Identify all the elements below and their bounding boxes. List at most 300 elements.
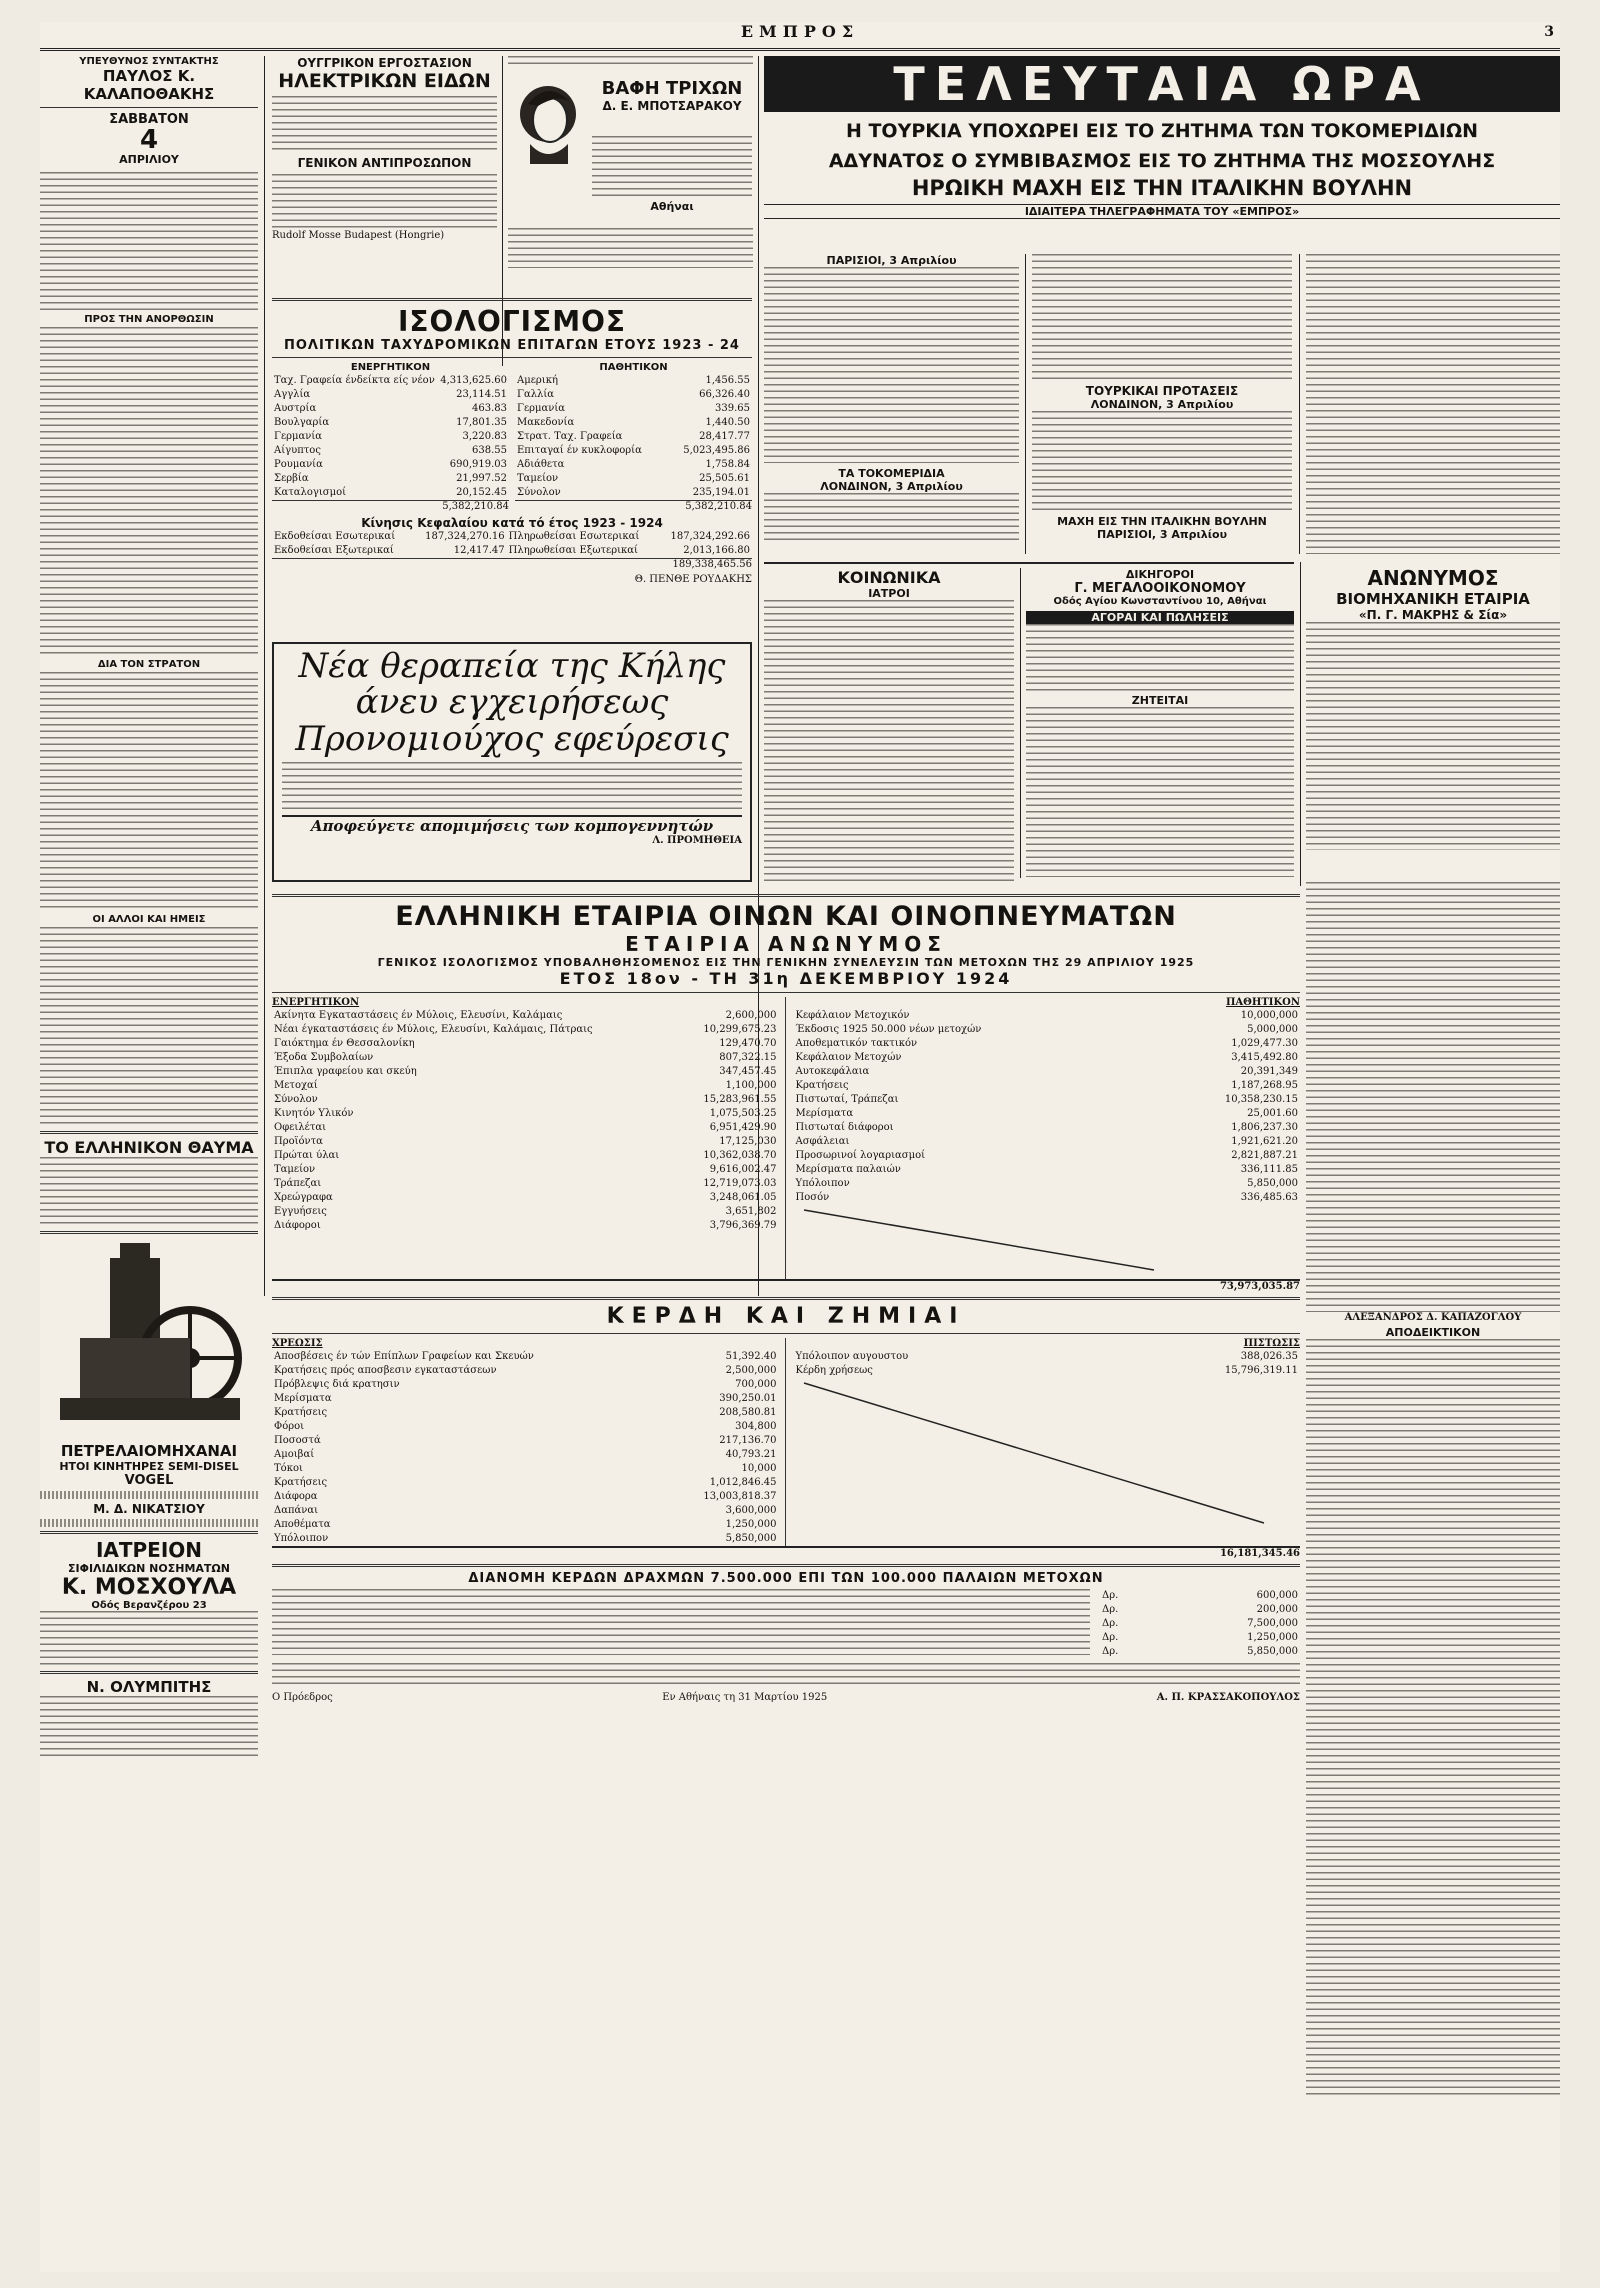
label-cell: Αυτοκεφάλαια: [795, 1066, 870, 1077]
amount-cell: 1,758.84: [705, 459, 750, 470]
wine-assets-heading: ΕΝΕΡΓΗΤΙΚΟΝ: [272, 997, 360, 1008]
table-row: [272, 544, 752, 558]
wine-date: Εν Αθήναις τη 31 Μαρτίου 1925: [662, 1692, 828, 1703]
label-cell: Ταμείον: [274, 1164, 316, 1175]
label-cell: Ποσόν: [795, 1192, 830, 1203]
hair-ad-maker: Δ. Ε. ΜΠΟΤΣΑΡΑΚΟΥ: [602, 99, 742, 113]
table-row: [794, 1107, 1301, 1121]
pl-total: 16,181,345.46: [272, 1546, 1300, 1560]
amount-cell: 20,152.45: [456, 487, 507, 498]
left-column: [40, 56, 258, 2266]
amount-cell: 388,026.35: [1240, 1351, 1298, 1362]
dividend-table: [1100, 1589, 1300, 1659]
amount-cell: 12,719,073.03: [703, 1178, 777, 1189]
label-cell: Κέρδη χρήσεως: [795, 1365, 873, 1376]
miracle-title: ΤΟ ΕΛΛΗΝΙΚΟΝ ΘΑΥΜΑ: [44, 1138, 254, 1157]
electric-ad-text-2: [272, 174, 497, 230]
amount-cell: 807,322.15: [719, 1052, 777, 1063]
notice-column: [1306, 882, 1560, 2152]
table-row: [794, 1065, 1301, 1079]
table-row: [272, 1149, 779, 1163]
amount-cell: 1,100,000: [725, 1080, 777, 1091]
electric-ad: [272, 56, 497, 286]
headline-2: ΑΔΥΝΑΤΟΣ Ο ΣΥΜΒΙΒΑΣΜΟΣ ΕΙΣ ΤΟ ΖΗΤΗΜΑ ΤΗΣ ΜΟΣΣΟΥΛΗΣ: [828, 150, 1496, 172]
amount-cell: 10,000: [741, 1463, 777, 1474]
table-row: [272, 486, 509, 500]
newspaper-page: [40, 22, 1560, 2272]
table-row: [272, 1163, 779, 1177]
page-number: 3: [1544, 24, 1554, 40]
amount-cell: 13,003,818.37: [703, 1491, 777, 1502]
label-cell: Κεφάλαιον Μετοχικόν: [795, 1010, 910, 1021]
italy-heading: ΜΑΧΗ ΕΙΣ ΤΗΝ ΙΤΑΛΙΚΗΝ ΒΟΥΛΗΝ: [1057, 515, 1267, 528]
amount-cell: 12,417.47: [453, 545, 505, 556]
turkish-proposals-heading: ΤΟΥΡΚΙΚΑΙ ΠΡΟΤΑΣΕΙΣ: [1085, 384, 1239, 398]
clinic-subtitle: ΣΙΦΙΛΙΔΙΚΩΝ ΝΟΣΗΜΑΤΩΝ: [68, 1562, 230, 1575]
editor-name: ΠΑΥΛΟΣ Κ. ΚΑΛΑΠΟΘΑΚΗΣ: [83, 67, 215, 103]
label-cell: Αυστρία: [274, 403, 317, 414]
table-row: [515, 416, 752, 430]
doctors-listings: [764, 600, 1014, 886]
amount-cell: 17,125,030: [719, 1136, 777, 1147]
dateline-london-2: ΛΟΝΔΙΝΟΝ, 3 Απριλίου: [820, 480, 963, 493]
table-row: [272, 1364, 779, 1378]
label-cell: Γερμανία: [274, 431, 323, 442]
notice-heading: ΑΠΟΔΕΙΚΤΙΚΟΝ: [1385, 1326, 1481, 1339]
label-cell: Μερίσματα παλαιών: [795, 1164, 901, 1175]
label-cell: Πρόβλεψις διά κρατησιν: [274, 1379, 400, 1390]
amount-cell: 25,505.61: [699, 473, 750, 484]
amount-cell: 347,457.45: [719, 1066, 777, 1077]
amount-cell: 235,194.01: [692, 487, 750, 498]
amount-cell: 6,951,429.90: [709, 1122, 777, 1133]
amount-cell: 23,114.51: [456, 389, 507, 400]
table-row: [272, 458, 509, 472]
balance-subtitle: ΠΟΛΙΤΙΚΩΝ ΤΑΧΥΔΡΟΜΙΚΩΝ ΕΠΙΤΑΓΩΝ ΕΤΟΥΣ 1923 - 24: [284, 338, 740, 353]
amount-cell: 5,000,000: [1247, 1024, 1298, 1035]
amount-cell: 1,250,000: [725, 1519, 777, 1530]
engine-subtitle: ΗΤΟΙ ΚΙΝΗΤΗΡΕΣ SEMI-DISEL: [59, 1460, 239, 1473]
wine-accountant: Α. Π. ΚΡΑΣΣΑΚΟΠΟΥΛΟΣ: [1156, 1692, 1300, 1703]
table-row: [272, 1504, 779, 1518]
table-row: [272, 1135, 779, 1149]
amount-cell: 390,250.01: [719, 1393, 777, 1404]
profit-loss-title: ΚΕΡΔΗ ΚΑΙ ΖΗΜΙΑΙ: [606, 1304, 966, 1329]
amount-cell: 5,850,000: [1247, 1646, 1298, 1657]
hair-ad-text: [592, 136, 752, 196]
anon-company-text: [1306, 622, 1560, 850]
assets-heading: ΕΝΕΡΓΗΤΙΚΟΝ: [350, 362, 431, 373]
dividend-title: ΔΙΑΝΟΜΗ ΚΕΡΔΩΝ ΔΡΑΧΜΩΝ 7.500.000 ΕΠΙ ΤΩΝ 100.000 ΠΑΛΑΙΩΝ ΜΕΤΟΧΩΝ: [468, 1571, 1104, 1586]
amount-cell: 1,075,503.25: [709, 1108, 777, 1119]
hair-ad-city: Αθήναι: [650, 200, 694, 213]
table-row: [794, 1051, 1301, 1065]
amount-cell: 1,806,237.30: [1231, 1122, 1298, 1133]
label-cell: Ταχ. Γραφεία ένδείκτα είς νέον: [274, 375, 435, 386]
label-cell: Μερίσματα: [795, 1108, 854, 1119]
wine-year: ΕΤΟΣ 18ον - ΤΗ 31η ΔΕΚΕΜΒΡΙΟΥ 1924: [559, 969, 1013, 988]
amount-cell: 3,415,492.80: [1231, 1052, 1298, 1063]
balance-signature: Θ. ΠΕΝΘΕ ΡΟΥΔΑΚΗΣ: [634, 574, 752, 585]
label-cell: Μετοχαί: [274, 1080, 318, 1091]
label-cell: Αποσβέσεις έν τών Επίπλων Γραφείων και Σκευών: [274, 1351, 534, 1362]
amount-cell: 200,000: [1256, 1604, 1298, 1615]
label-cell: Στρατ. Ταχ. Γραφεία: [517, 431, 623, 442]
latest-news-banner: ΤΕΛΕΥΤΑΙΑ ΩΡΑ: [764, 56, 1560, 112]
lawyer-name: Γ. ΜΕΓΑΛΟΟΙΚΟΝΟΜΟΥ: [1074, 581, 1246, 596]
label-cell: Αποθεματικόν τακτικόν: [795, 1038, 918, 1049]
article-text-3: [40, 672, 258, 912]
amount-cell: 2,821,887.21: [1231, 1150, 1298, 1161]
wine-assets-table: [272, 1009, 779, 1233]
wine-balance-total: 73,973,035.87: [272, 1279, 1300, 1293]
table-row: [272, 374, 509, 388]
amount-cell: 5,850,000: [725, 1533, 777, 1544]
amount-cell: 7,500,000: [1247, 1618, 1298, 1629]
table-row: [794, 1163, 1301, 1177]
table-row: [272, 430, 509, 444]
london-report-text: [1032, 411, 1292, 511]
label-cell: Αμερική: [517, 375, 558, 386]
label-cell: Δρ.: [1102, 1590, 1119, 1601]
table-row: [1100, 1645, 1300, 1659]
market-text: [1026, 624, 1294, 694]
label-cell: Δαπάναι: [274, 1505, 319, 1516]
hair-dye-ad: [508, 56, 753, 286]
postal-assets-table: [272, 374, 509, 500]
label-cell: Κινητόν Υλικόν: [274, 1108, 354, 1119]
amount-cell: 339.65: [715, 403, 750, 414]
table-row: [1100, 1589, 1300, 1603]
electric-ad-top: ΟΥΓΓΡΙΚΟΝ ΕΡΓΟΣΤΑΣΙΟΝ: [297, 56, 472, 70]
label-cell: Βουλγαρία: [274, 417, 330, 428]
amount-cell: 66,326.40: [699, 389, 750, 400]
wine-liabilities-table: [794, 1009, 1301, 1205]
table-row: [515, 458, 752, 472]
headline-3: ΗΡΩΙΚΗ ΜΑΧΗ ΕΙΣ ΤΗΝ ΙΤΑΛΙΚΗΝ ΒΟΥΛΗΝ: [911, 176, 1413, 200]
hernia-ad-slogan: Αποφεύγετε απομιμήσεις των κομπογεννητών: [282, 815, 742, 835]
dateline-paris: ΠΑΡΙΣΙΟΙ, 3 Απριλίου: [826, 254, 957, 267]
table-row: [1100, 1617, 1300, 1631]
label-cell: Έκδοσις 1925 50.000 νέων μετοχών: [795, 1024, 982, 1035]
clinic-doctor: Κ. ΜΟΣΧΟΥΛΑ: [61, 1575, 237, 1600]
label-cell: Προσωρινοί λογαριασμοί: [795, 1150, 926, 1161]
label-cell: Πιστωταί διάφοροι: [795, 1122, 894, 1133]
amount-cell: 1,921,621.20: [1231, 1136, 1298, 1147]
table-row: [794, 1093, 1301, 1107]
hair-ad-footer-text: [508, 228, 753, 268]
credit-table: [794, 1350, 1301, 1378]
label-cell: Υπόλοιπον: [274, 1533, 329, 1544]
amount-cell: 3,220.83: [462, 431, 507, 442]
table-row: [272, 1093, 779, 1107]
lawyers-heading: ΔΙΚΗΓΟΡΟΙ: [1125, 568, 1195, 581]
amount-cell: 51,392.40: [725, 1351, 777, 1362]
woman-portrait-illustration: [508, 74, 588, 164]
label-cell: Δρ.: [1102, 1632, 1119, 1643]
postal-liabilities-table: [515, 374, 752, 500]
article-subheading-2: ΟΙ ΑΛΛΟΙ ΚΑΙ ΗΜΕΙΣ: [92, 914, 206, 925]
amount-cell: 9,616,002.47: [709, 1164, 777, 1175]
article-text-2: [40, 327, 258, 657]
clinic-text: [40, 1611, 258, 1667]
table-row: [794, 1149, 1301, 1163]
table-row: [272, 1434, 779, 1448]
table-row: [515, 486, 752, 500]
amount-cell: 10,358,230.15: [1224, 1094, 1298, 1105]
engine-agent: Μ. Δ. ΝΙΚΑΤΣΙΟΥ: [93, 1502, 205, 1516]
table-row: [794, 1121, 1301, 1135]
doctors-heading: ΙΑΤΡΟΙ: [868, 587, 910, 600]
table-row: [794, 1009, 1301, 1023]
label-cell: Υπόλοιπον: [795, 1178, 850, 1189]
article-heading: ΠΡΟΣ ΤΗΝ ΑΝΟΡΘΩΣΙΝ: [84, 314, 214, 325]
label-cell: Κεφάλαιον Μετοχών: [795, 1052, 902, 1063]
pl-filler-line: [794, 1378, 1294, 1528]
hernia-ad-line-1: Νέα θεραπεία της Κήλης: [298, 646, 726, 686]
amount-cell: 21,997.52: [456, 473, 507, 484]
anon-company-signature: ΑΛΕΞΑΝΔΡΟΣ Δ. ΚΑΠΑΖΟΓΛΟΥ: [1344, 1312, 1522, 1323]
table-row: [1100, 1631, 1300, 1645]
label-cell: Αμοιβαί: [274, 1449, 315, 1460]
masthead: [40, 22, 1560, 51]
debit-table: [272, 1350, 779, 1546]
wine-president: Ο Πρόεδρος: [272, 1692, 333, 1703]
hernia-ad-line-2: άνευ εγχειρήσεως: [355, 682, 669, 722]
table-row: [794, 1177, 1301, 1191]
electric-ad-rep: ΓΕΝΙΚΟΝ ΑΝΤΙΠΡΟΣΩΠΟΝ: [297, 156, 472, 170]
paris-report-text: [764, 267, 1019, 463]
table-row: [272, 1378, 779, 1392]
anon-company-subtitle: ΒΙΟΜΗΧΑΝΙΚΗ ΕΤΑΙΡΙΑ: [1336, 590, 1530, 608]
amount-cell: 1,440.50: [705, 417, 750, 428]
amount-cell: 187,324,270.16: [425, 531, 505, 542]
table-row: [272, 1219, 779, 1233]
label-cell: Ταμείον: [517, 473, 559, 484]
amount-cell: 129,470.70: [719, 1038, 777, 1049]
amount-cell: 28,417.77: [699, 431, 750, 442]
table-row: [272, 472, 509, 486]
classified-text: [1026, 707, 1294, 877]
engine-brand: VOGEL: [124, 1473, 174, 1488]
table-row: [794, 1191, 1301, 1205]
table-row: [272, 1191, 779, 1205]
table-row: [794, 1135, 1301, 1149]
amount-cell: 217,136.70: [719, 1435, 777, 1446]
label-cell: Κρατήσεις: [795, 1080, 849, 1091]
postal-assets-total: 5,382,210.84: [272, 500, 509, 513]
label-cell: Φόροι: [274, 1421, 305, 1432]
label-cell: Σύνολον: [274, 1094, 318, 1105]
table-row: [272, 416, 509, 430]
table-row: [272, 402, 509, 416]
movement-total: 189,338,465.56: [272, 558, 752, 571]
label-cell: Γαιόκτημα έν Θεσσαλονίκη: [274, 1038, 415, 1049]
table-row: [272, 1392, 779, 1406]
table-row: [272, 1121, 779, 1135]
table-row: [794, 1364, 1301, 1378]
wine-assembly-line: ΓΕΝΙΚΟΣ ΙΣΟΛΟΓΙΣΜΟΣ ΥΠΟΒΑΛΗΘΗΣΟΜΕΝΟΣ ΕΙΣ ΤΗΝ ΓΕΝΙΚΗΝ ΣΥΝΕΛΕΥΣΙΝ ΤΩΝ ΜΕΤΟΧΩΝ ΤΗΣ 29 ΑΠΡΙΛΙΟΥ 1925: [377, 956, 1195, 969]
miracle-text: [40, 1157, 258, 1227]
amount-cell: 1,456.55: [705, 375, 750, 386]
dateline-london: ΛΟΝΔΙΝΟΝ, 3 Απριλίου: [1090, 398, 1234, 411]
tokomeridia-text: [764, 493, 1019, 543]
label-cell: Ακίνητα Εγκαταστάσεις έν Μύλοις, Ελευσίνι, Καλάμαις: [274, 1010, 563, 1021]
label-cell: Γαλλία: [517, 389, 555, 400]
label-cell: Δρ.: [1102, 1604, 1119, 1615]
label-cell: Εκδοθείσαι Εσωτερικαί: [274, 531, 396, 542]
hair-ad-title: ΒΑΦΗ ΤΡΙΧΩΝ: [601, 78, 743, 99]
olympic-title: Ν. ΟΛΥΜΠΙΤΗΣ: [86, 1678, 212, 1696]
label-cell: Αδιάθετα: [517, 459, 565, 470]
table-row: [515, 430, 752, 444]
amount-cell: 2,600,000: [725, 1010, 777, 1021]
label-cell: Ρουμανία: [274, 459, 323, 470]
label-cell: Γερμανία: [517, 403, 566, 414]
amount-cell: 3,651,802: [725, 1206, 777, 1217]
movement-table: [272, 530, 752, 558]
amount-cell: 187,324,292.66: [670, 531, 750, 542]
table-row: [515, 374, 752, 388]
tokomeridia-heading: ΤΑ ΤΟΚΟΜΕΡΙΔΙΑ: [838, 467, 945, 480]
label-cell: Δρ.: [1102, 1646, 1119, 1657]
table-row: [515, 402, 752, 416]
rome-report-text: [1306, 254, 1560, 554]
label-cell: Τόκοι: [274, 1463, 303, 1474]
article-text-4: [40, 927, 258, 1127]
amount-cell: 25,001.60: [1247, 1108, 1298, 1119]
label-cell: Διάφορα: [274, 1491, 318, 1502]
amount-cell: 2,500,000: [725, 1365, 777, 1376]
hernia-ad-text: [282, 762, 742, 812]
table-row: [272, 530, 752, 544]
table-row: [515, 388, 752, 402]
debit-heading: ΧΡΕΩΣΙΣ: [272, 1338, 323, 1349]
label-cell: Έξοδα Συμβολαίων: [274, 1052, 374, 1063]
amount-cell: 40,793.21: [725, 1449, 777, 1460]
label-cell: Πληρωθείσαι Εξωτερικαί: [508, 545, 638, 556]
amount-cell: 1,250,000: [1247, 1632, 1298, 1643]
headline-4: ΙΔΙΑΙΤΕΡΑ ΤΗΛΕΓΡΑΦΗΜΑΤΑ ΤΟΥ «ΕΜΠΡΟΣ»: [764, 204, 1560, 219]
issue-month: ΑΠΡΙΛΙΟΥ: [119, 153, 179, 166]
amount-cell: 10,362,038.70: [703, 1150, 777, 1161]
dividend-footer-text: [272, 1663, 1300, 1689]
amount-cell: 700,000: [735, 1379, 777, 1390]
engine-title: ΠΕΤΡΕΛΑΙΟΜΗΧΑΝΑΙ: [60, 1442, 238, 1460]
dividend-text: [272, 1589, 1090, 1655]
capital-movement-title: Κίνησις Κεφαλαίου κατά τό έτος 1923 - 1924: [361, 516, 663, 530]
amount-cell: 10,000,000: [1240, 1010, 1298, 1021]
table-row: [272, 1023, 779, 1037]
amount-cell: 638.55: [472, 445, 507, 456]
label-cell: Εκδοθείσαι Εξωτερικαί: [274, 545, 394, 556]
middle-report-text: [1032, 254, 1292, 380]
table-row: [272, 1448, 779, 1462]
clinic-title: ΙΑΤΡΕΙΟΝ: [95, 1538, 203, 1562]
issue-date: 4: [139, 125, 159, 155]
amount-cell: 690,919.03: [449, 459, 507, 470]
amount-cell: 463.83: [472, 403, 507, 414]
issue-day: ΣΑΒΒΑΤΟΝ: [109, 112, 189, 127]
electric-ad-address: Rudolf Mosse Budapest (Hongrie): [272, 230, 445, 241]
label-cell: Κρατήσεις: [274, 1407, 328, 1418]
postal-balance-sheet: [272, 294, 752, 634]
electric-ad-text: [272, 96, 497, 152]
amount-cell: 336,111.85: [1240, 1164, 1298, 1175]
table-row: [794, 1079, 1301, 1093]
clinic-address: Οδός Βερανζέρου 23: [91, 1600, 207, 1611]
label-cell: Δρ.: [1102, 1618, 1119, 1629]
article-subheading: ΔΙΑ ΤΟΝ ΣΤΡΑΤΟΝ: [97, 659, 201, 670]
headline-1: Η ΤΟΥΡΚΙΑ ΥΠΟΧΩΡΕΙ ΕΙΣ ΤΟ ΖΗΤΗΜΑ ΤΩΝ ΤΟΚΟΜΕΡΙΔΙΩΝ: [845, 120, 1479, 142]
market-heading: ΑΓΟΡΑΙ ΚΑΙ ΠΩΛΗΣΕΙΣ: [1026, 611, 1294, 624]
label-cell: Μερίσματα: [274, 1393, 332, 1404]
wine-company-balance: [272, 890, 1300, 2270]
hernia-treatment-ad: [272, 642, 752, 882]
label-cell: Προϊόντα: [274, 1136, 323, 1147]
label-cell: Υπόλοιπον αυγουστου: [795, 1351, 909, 1362]
table-row: [272, 1532, 779, 1546]
amount-cell: 336,485.63: [1240, 1192, 1298, 1203]
hair-ad-top-text: [508, 56, 753, 68]
label-cell: Οφειλέται: [274, 1122, 327, 1133]
label-cell: Κρατήσεις πρός αποσβεσιν εγκαταστάσεων: [274, 1365, 497, 1376]
social-heading: ΚΟΙΝΩΝΙΚΑ: [837, 568, 941, 587]
label-cell: Επιταγαί έν κυκλοφορία: [517, 445, 642, 456]
table-row: [794, 1023, 1301, 1037]
label-cell: Διάφοροι: [274, 1220, 321, 1231]
amount-cell: 1,012,846.45: [709, 1477, 777, 1488]
table-row: [272, 1051, 779, 1065]
engine-illustration: [40, 1238, 258, 1438]
label-cell: Εγγυήσεις: [274, 1206, 327, 1217]
amount-cell: 5,850,000: [1247, 1178, 1298, 1189]
lawyer-address: Οδός Αγίου Κωνσταντίνου 10, Αθήναι: [1053, 596, 1267, 607]
label-cell: Σερβία: [274, 473, 309, 484]
label-cell: Πληρωθείσαι Εσωτερικαί: [508, 531, 640, 542]
amount-cell: 3,600,000: [725, 1505, 777, 1516]
table-row: [794, 1037, 1301, 1051]
table-row: [272, 388, 509, 402]
label-cell: Κρατήσεις: [274, 1477, 328, 1488]
table-row: [272, 1406, 779, 1420]
anon-company-text-2: [1306, 882, 1560, 1312]
table-row: [515, 472, 752, 486]
label-cell: Ασφάλειαι: [795, 1136, 850, 1147]
postal-liabilities-total: 5,382,210.84: [515, 500, 752, 513]
hernia-ad-line-3: Προνομιούχος εφεύρεσις: [295, 719, 729, 759]
table-row: [272, 444, 509, 458]
table-row: [794, 1350, 1301, 1364]
label-cell: Πρώται ύλαι: [274, 1150, 340, 1161]
amount-cell: 10,299,675.23: [703, 1024, 777, 1035]
anon-company-name: «Π. Γ. ΜΑΚΡΗΣ & Σία»: [1358, 608, 1508, 622]
table-row: [272, 1205, 779, 1219]
amount-cell: 5,023,495.86: [683, 445, 750, 456]
balance-filler-line: [794, 1205, 1294, 1275]
label-cell: Αίγυπτος: [274, 445, 321, 456]
article-text: [40, 172, 258, 312]
amount-cell: 304,800: [735, 1421, 777, 1432]
hernia-ad-merchant: Λ. ΠΡΟΜΗΘΕΙΑ: [652, 835, 742, 846]
amount-cell: 208,580.81: [719, 1407, 777, 1418]
table-row: [272, 1476, 779, 1490]
notice-text: [1306, 1339, 1560, 2099]
amount-cell: 3,796,369.79: [709, 1220, 777, 1231]
table-row: [272, 1462, 779, 1476]
amount-cell: 15,796,319.11: [1224, 1365, 1298, 1376]
amount-cell: 3,248,061.05: [709, 1192, 777, 1203]
